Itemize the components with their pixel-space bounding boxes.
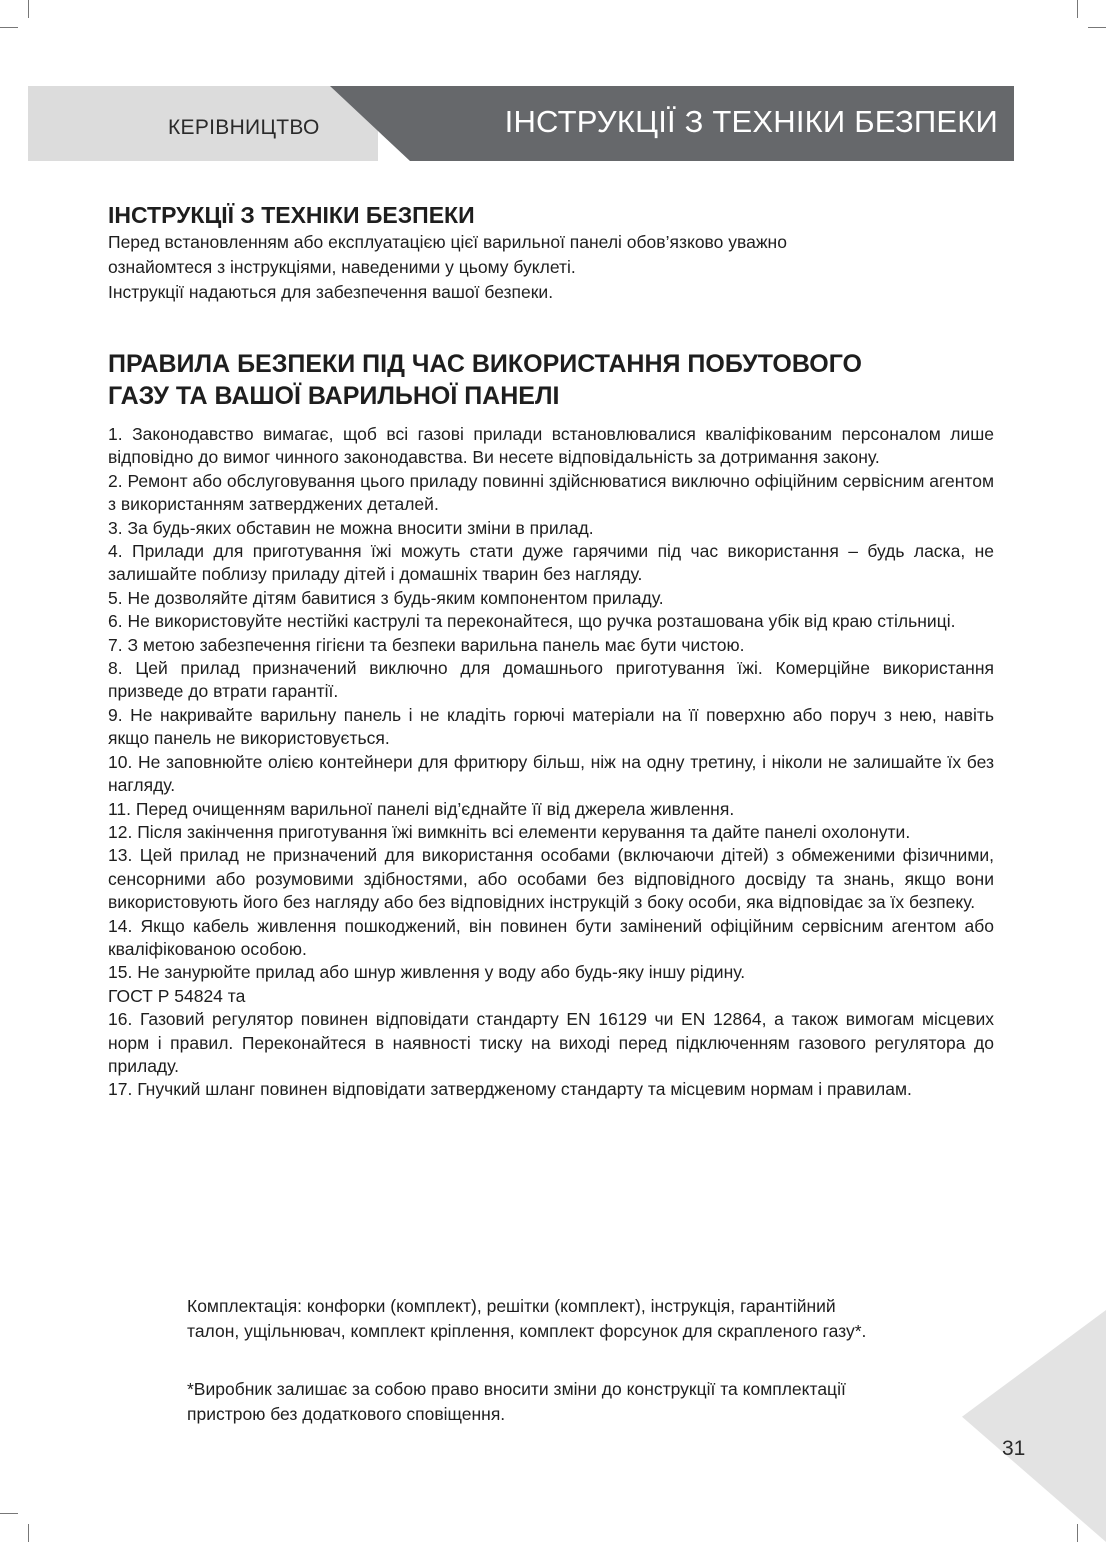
rule-item: 7. З метою забезпечення гігієни та безпеки варильна панель має бути чистою.	[108, 634, 745, 655]
rule-item: 6. Не використовуйте нестійкі каструлі та переконайтеся, що ручка розташована убік від краю стільниці.	[108, 611, 956, 632]
disclaimer-note	[187, 1377, 987, 1427]
intro-line: Перед встановленням або експлуатацією цієї варильної панелі обов’язково уважно	[108, 232, 787, 252]
rule-item: 10. Не заповнюйте олією контейнери для фритюру більш, ніж на одну третину, і ніколи не залишайте їх без нагляду.	[108, 751, 994, 796]
header-section-label: КЕРІВНИЦТВО	[168, 116, 320, 139]
rule-item: 15. Не занурюйте прилад або шнур живлення у воду або будь-яку іншу рідину.	[108, 962, 746, 983]
rule-item: 14. Якщо кабель живлення пошкоджений, він повинен бути замінений офіційним сервісним агентом або кваліфікованою особою.	[108, 915, 994, 959]
rules-heading	[108, 348, 994, 412]
rule-item: 1. Законодавство вимагає, щоб всі газові прилади встановлювалися кваліфікованим персоналом лише відповідно до вимог чинного законодавства. Ви несете відповідальність за дотримання закону.	[108, 424, 994, 468]
rule-item: 9. Не накривайте варильну панель і не кладіть горючі матеріали на її поверхню або поруч з нею, навіть якщо панель не використовується.	[108, 704, 994, 749]
crop-mark	[0, 1513, 18, 1514]
crop-mark	[1077, 0, 1078, 18]
crop-mark	[28, 1524, 29, 1542]
rule-item: 12. Після закінчення приготування їжі вимкніть всі елементи керування та дайте панелі охолонути.	[108, 821, 911, 842]
package-note	[187, 1294, 987, 1344]
disclaimer-line: пристрою без додаткового сповіщення.	[187, 1404, 506, 1424]
rules-title-line: ГАЗУ ТА ВАШОЇ ВАРИЛЬНОЇ ПАНЕЛІ	[108, 382, 560, 410]
page-corner-decoration	[962, 1310, 1106, 1542]
disclaimer-line: *Виробник залишає за собою право вносити зміни до конструкції та комплектації	[187, 1379, 846, 1399]
crop-mark	[0, 27, 18, 28]
rule-item: 13. Цей прилад не призначений для використання особами (включаючи дітей) з обмеженими фізичними, сенсорними або розумовими здібностями, або особами без відповідного досвіду та знань, якщо вони використовують його без нагляду або без відповідних інструкцій з боку особи, яка відповідає за їх безпеку.	[108, 845, 994, 913]
rule-item: ГОСТ Р 54824 та	[108, 985, 246, 1006]
intro-title: ІНСТРУКЦІЇ З ТЕХНІКИ БЕЗПЕКИ	[108, 202, 475, 228]
intro-line: ознайомтеся з інструкціями, наведеними у цьому буклеті.	[108, 257, 576, 277]
intro-line: Інструкції надаються для забезпечення вашої безпеки.	[108, 282, 554, 302]
rule-item: 5. Не дозволяйте дітям бавитися з будь-яким компонентом приладу.	[108, 587, 664, 608]
package-line: Комплектація: конфорки (комплект), решітки (комплект), інструкція, гарантійний	[187, 1296, 836, 1316]
rule-item: 4. Прилади для приготування їжі можуть стати дуже гарячими під час використання – будь ласка, не залишайте поблизу приладу дітей і домашніх тварин без нагляду.	[108, 541, 994, 585]
rule-item: 16. Газовий регулятор повинен відповідати стандарту EN 16129 чи EN 12864, а також вимогам місцевих норм і правил. Переконайтеся в наявності тиску на виході перед підключенням газового регулятора до приладу.	[108, 1009, 994, 1076]
rules-list	[108, 423, 994, 1102]
crop-mark	[28, 0, 29, 18]
rule-item: 11. Перед очищенням варильної панелі від’єднайте її від джерела живлення.	[108, 798, 735, 819]
package-line: талон, ущільнювач, комплект кріплення, комплект форсунок для скрапленого газу*.	[187, 1321, 867, 1341]
rule-item: 17. Гнучкий шланг повинен відповідати затвердженому стандарту та місцевим нормам і правилам.	[108, 1079, 912, 1100]
intro-section	[108, 200, 994, 305]
rule-item: 8. Цей прилад призначений виключно для домашнього приготування їжі. Комерційне використання призведе до втрати гарантії.	[108, 658, 994, 702]
crop-mark	[1077, 1524, 1078, 1542]
rules-title-line: ПРАВИЛА БЕЗПЕКИ ПІД ЧАС ВИКОРИСТАННЯ ПОБУТОВОГО	[108, 350, 863, 378]
header-title: ІНСТРУКЦІЇ З ТЕХНІКИ БЕЗПЕКИ	[504, 104, 998, 139]
page-number: 31	[1002, 1437, 1026, 1460]
crop-mark	[1088, 27, 1106, 28]
rule-item: 3. За будь-яких обставин не можна вносити зміни в прилад.	[108, 517, 594, 538]
rule-item: 2. Ремонт або обслуговування цього приладу повинні здійснюватися виключно офіційним сервісним агентом з використанням затверджених деталей.	[108, 470, 994, 515]
